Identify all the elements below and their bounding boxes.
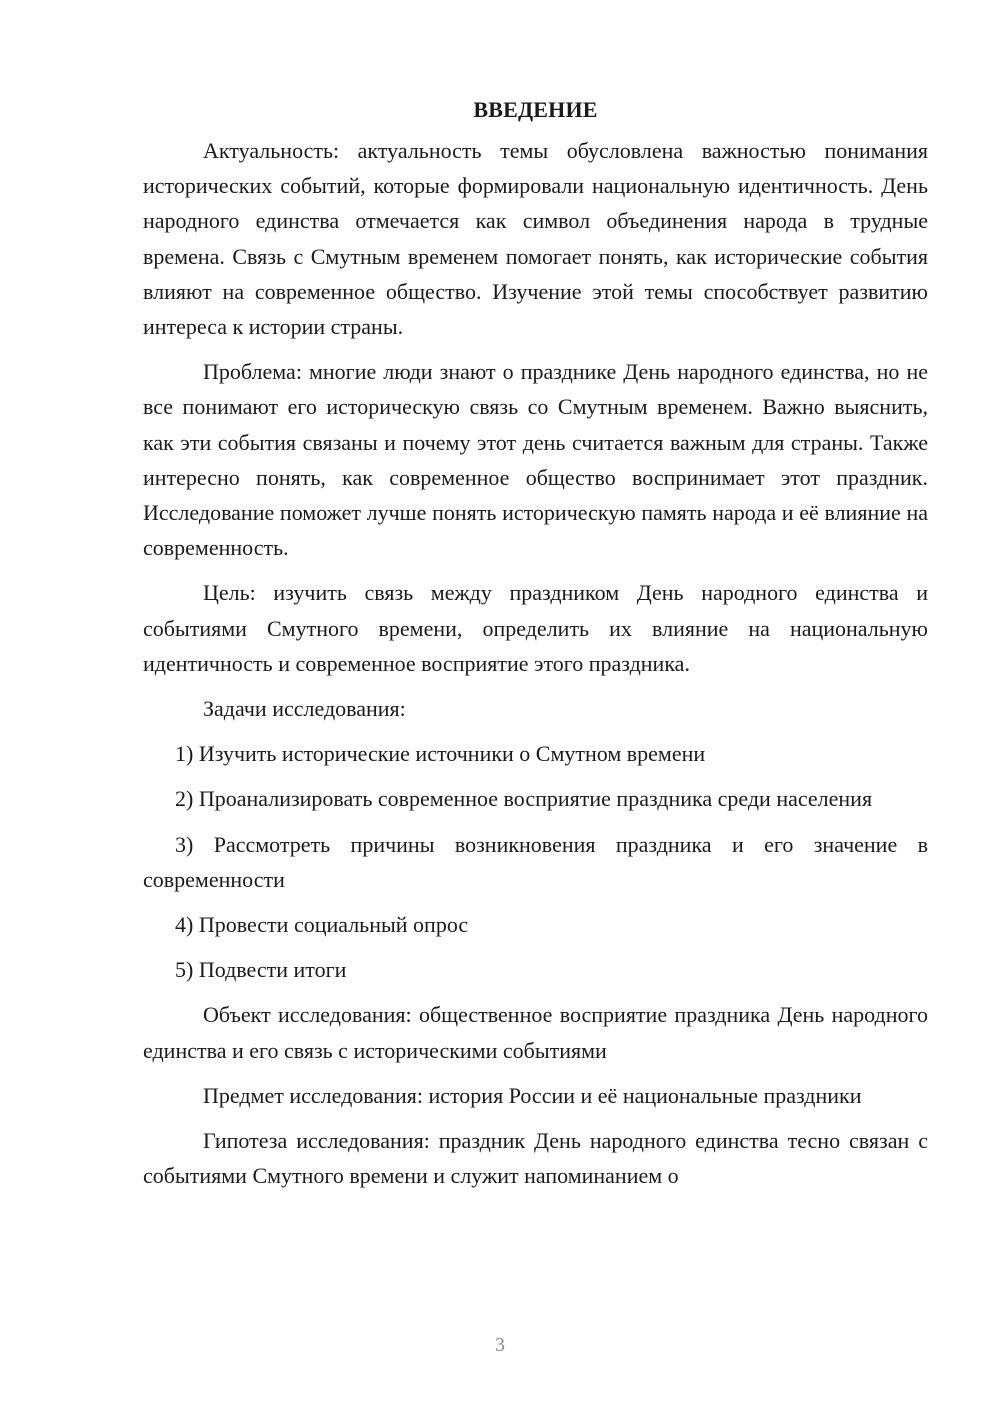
page-number: 3 <box>495 1334 505 1356</box>
task-item: 2) Проанализировать современное восприятие праздника среди населения <box>175 786 873 812</box>
task-item: 5) Подвести итоги <box>175 957 347 983</box>
paragraph-object: Объект исследования: общественное восприятие праздника День народного единства и его связь с историческими событиями <box>143 1002 928 1063</box>
paragraph-tasks-heading: Задачи исследования: <box>203 696 406 722</box>
document-title: ВВЕДЕНИЕ <box>473 97 598 122</box>
task-item: 4) Провести социальный опрос <box>175 912 469 938</box>
document-page <box>143 92 928 1193</box>
task-item: 3) Рассмотреть причины возникновения праздника и его значение в современности <box>143 831 928 892</box>
paragraph-hypothesis: Гипотеза исследования: праздник День народного единства тесно связан с событиями Смутного времени и служит напоминанием о <box>143 1128 928 1189</box>
paragraph-problem: Проблема: многие люди знают о празднике День народного единства, но не все понимают его историческую связь со Смутным временем. Важно выяснить, как эти события связаны и почему этот день считается важным для страны. Также интересно понять, как современное общество воспринимает этот праздник. Исследование поможет лучше понять историческую память народа и её влияние на современность. <box>143 359 928 561</box>
task-item: 1) Изучить исторические источники о Смутном времени <box>175 741 706 767</box>
paragraph-relevance: Актуальность: актуальность темы обусловлена важностью понимания исторических событий, которые формировали национальную идентичность. День народного единства отмечается как символ объединения народа в трудные времена. Связь с Смутным временем помогает понять, как исторические события влияют на современное общество. Изучение этой темы способствует развитию интереса к истории страны. <box>143 138 928 340</box>
paragraph-subject: Предмет исследования: история России и её национальные праздники <box>203 1082 862 1108</box>
paragraph-goal: Цель: изучить связь между праздником День народного единства и событиями Смутного времени, определить их влияние на национальную идентичность и современное восприятие этого праздника. <box>143 580 928 676</box>
